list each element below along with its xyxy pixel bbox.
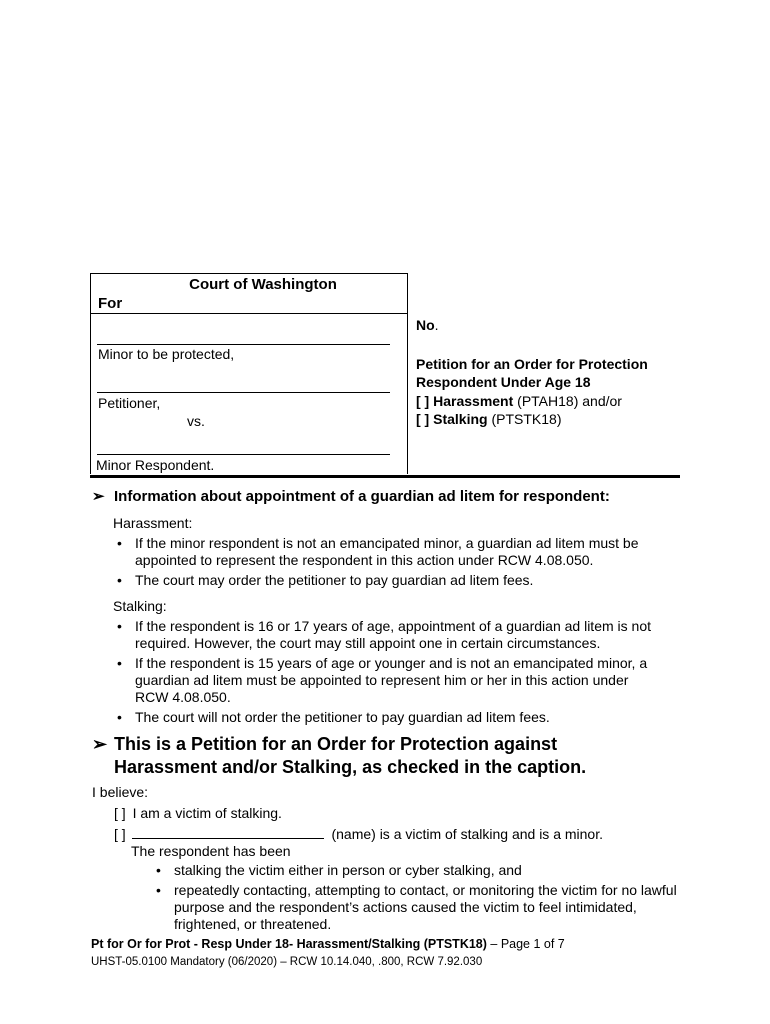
stalking-checkbox[interactable]: [ ] xyxy=(416,411,430,427)
harassment-option[interactable] xyxy=(416,393,622,410)
minor-respondent-line[interactable] xyxy=(97,454,390,455)
court-title: Court of Washington xyxy=(189,276,337,293)
list-item: • The court may order the petitioner to pay guardian ad litem fees. xyxy=(113,572,653,589)
minor-victim-text: (name) is a victim of stalking and is a minor. xyxy=(331,826,603,842)
petition-title-line2: Respondent Under Age 18 xyxy=(416,374,591,390)
stalking-section-label: Stalking: xyxy=(113,598,167,614)
petition-heading xyxy=(92,733,662,779)
petitioner-label: Petitioner, xyxy=(98,395,161,411)
petition-heading-text: This is a Petition for an Order for Protection against Harassment and/or Stalking, as checked in the caption. xyxy=(114,734,587,777)
arrow-icon: ➢ xyxy=(92,734,108,754)
for-label: For xyxy=(98,295,123,312)
harassment-list xyxy=(113,535,653,592)
case-number-dot: . xyxy=(434,317,439,333)
list-item: • If the minor respondent is not an emancipated minor, a guardian ad litem must be appointed to represent the respondent in this action under RCW 4.08.050. xyxy=(113,535,653,569)
footer-form-title: Pt for Or for Prot - Resp Under 18- Harassment/Stalking (PTSTK18) xyxy=(91,937,487,951)
respondent-has-been-label: The respondent has been xyxy=(131,843,291,859)
info-heading xyxy=(92,488,610,506)
vs-label: vs. xyxy=(187,413,205,429)
self-victim-checkbox[interactable]: [ ] xyxy=(114,805,126,821)
stalking-label: Stalking xyxy=(433,411,488,427)
list-item: • If the respondent is 15 years of age or younger and is not an emancipated minor, a guardian ad litem must be appointed to represent him or her in this action under RCW 4.08.050. xyxy=(113,655,653,706)
minor-protected-label: Minor to be protected, xyxy=(98,346,235,362)
case-number-label: No xyxy=(416,317,435,333)
minor-victim-option[interactable] xyxy=(114,824,603,843)
minor-protected-line[interactable] xyxy=(97,344,390,345)
respondent-conduct-list xyxy=(152,862,692,936)
list-item: • repeatedly contacting, attempting to contact, or monitoring the victim for no lawful purpose and the respondent’s actions caused the victim to feel intimidated, frightened, or threatened. xyxy=(152,882,692,933)
stalking-list xyxy=(113,618,653,729)
list-item: • If the respondent is 16 or 17 years of age, appointment of a guardian ad litem is not required. However, the court may still appoint one in certain circumstances. xyxy=(113,618,653,652)
petitioner-line[interactable] xyxy=(97,392,390,393)
self-victim-option[interactable] xyxy=(114,805,282,822)
caption-box xyxy=(90,273,408,474)
harassment-checkbox[interactable]: [ ] xyxy=(416,393,430,409)
footer-page: – Page 1 of 7 xyxy=(486,937,565,951)
minor-respondent-label: Minor Respondent. xyxy=(96,457,215,473)
info-heading-text: Information about appointment of a guardian ad litem for respondent: xyxy=(114,488,610,505)
section-divider xyxy=(90,475,680,478)
self-victim-text: I am a victim of stalking. xyxy=(132,805,282,821)
stalking-option[interactable] xyxy=(416,411,561,428)
footer-title xyxy=(91,937,565,952)
list-item: • stalking the victim either in person or cyber stalking, and xyxy=(152,862,692,879)
caption-header-divider xyxy=(91,313,407,314)
harassment-section-label: Harassment: xyxy=(113,515,193,531)
footer-form-line: UHST-05.0100 Mandatory (06/2020) – RCW 10.14.040, .800, RCW 7.92.030 xyxy=(91,956,483,968)
petition-title-line1: Petition for an Order for Protection xyxy=(416,356,648,372)
harassment-label: Harassment xyxy=(433,393,514,409)
victim-name-field[interactable] xyxy=(132,824,324,839)
stalking-code: (PTSTK18) xyxy=(487,411,562,427)
list-item: • The court will not order the petitioner to pay guardian ad litem fees. xyxy=(113,709,653,726)
i-believe-label: I believe: xyxy=(92,784,149,800)
case-number[interactable] xyxy=(416,317,439,334)
minor-victim-checkbox[interactable]: [ ] xyxy=(114,826,126,842)
arrow-icon: ➢ xyxy=(92,488,105,505)
harassment-code: (PTAH18) and/or xyxy=(513,393,622,409)
